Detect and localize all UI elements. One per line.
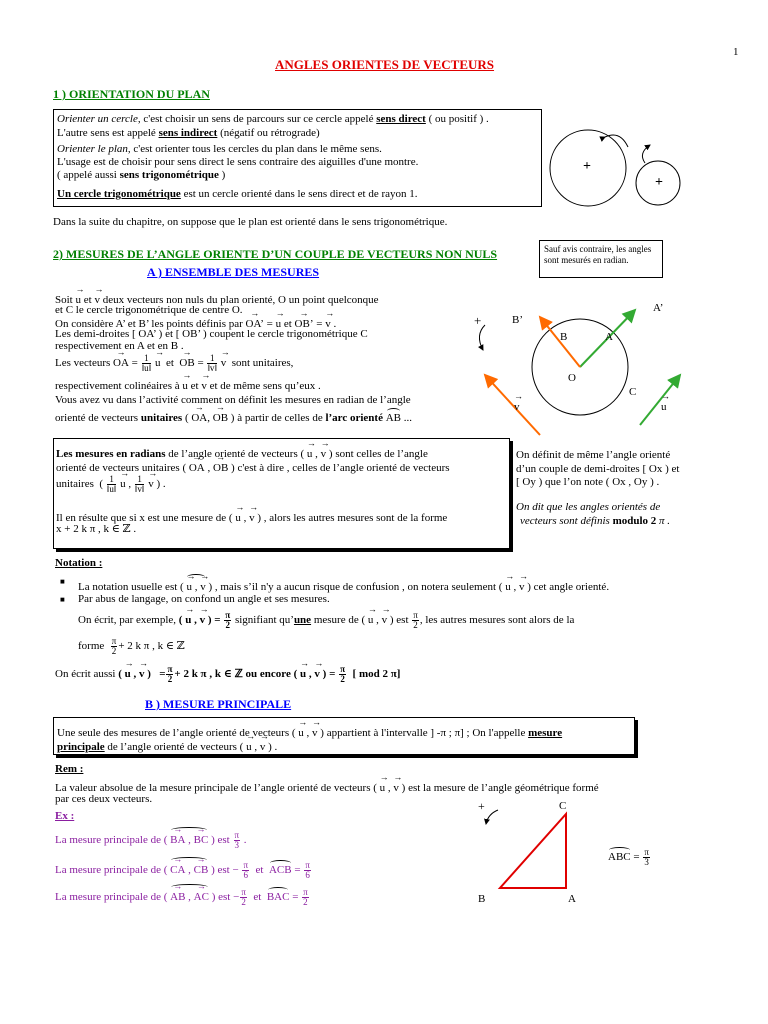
tri-label-B: B [478,893,486,905]
p-colineaires: respectivement colinéaires à → u et → v et de même sens qu’eux . [55,377,321,393]
boxA-line5: x + 2 k π , k ∈ ℤ . [56,523,137,535]
bullet-icon: ■ [60,595,65,604]
subsection-B-heading: B ) MESURE PRINCIPALE [145,697,292,711]
boxA-line4: Il en résulte que si x est une mesure de ( → u , → v ) , alors les autres mesures sont de la forme [56,509,447,525]
section1-heading: 1 ) ORIENTATION DU PLAN [53,87,210,101]
boxA-line2: orienté de vecteurs unitaires ( → OA , → OB ) c'est à dire , celles de l’angle orienté de vecteurs [56,459,450,475]
label-B: B [560,331,568,343]
sideA-line4: On dit que les angles orientés de [516,501,661,513]
mesures-box [53,438,510,549]
p-unitaires: Les vecteurs → OA = $\frac{1}{‖u‖}$ → u et → OB = $\frac{1}{‖v‖}$ → v sont unitaires, [55,354,293,373]
boxB-line2: principale de l’angle orienté de vecteurs ( → u , → v ) . [57,738,277,754]
tri-angle-ABC: ABC = $\frac{\pi}{3}$ [608,847,649,867]
box1-line3: Orienter le plan, c'est orienter tous les cercles du plan dans le même sens. [57,143,382,155]
sideA-line1: On définit de même l’angle orienté [516,449,671,461]
p-points: On considère A’ et B’ les points définis par → OA’ = → u et → OB’ = → v . [55,315,336,331]
sideA-line3: [ Oy ) que l’on note ( Ox , Oy ) . [516,476,660,488]
boxA-line1: Les mesures en radians de l’angle orienté de vecteurs ( → u , → v ) sont celles de l’angle [56,445,428,461]
triangle-direction-arrow [486,810,498,824]
p-demi-droites: Les demi-droites [ OA’ ) et [ OB’ ) coupent le cercle trigonométrique C [55,328,368,340]
boxA-line3: unitaires ( $\frac{1}{‖u‖}$ → u , $\frac{1}{‖v‖}$ → v ) . [56,475,166,494]
plus-sign-1: + [583,159,591,174]
p-respectivement: respectivement en A et en B . [55,340,184,352]
tri-plus: + [478,799,485,813]
p-cercle: et C le cercle trigonométrique de centre O. [55,304,243,316]
section2-heading: 2) MESURES DE L’ANGLE ORIENTE D’UN COUPLE DE VECTEURS NON NULS [53,247,498,261]
page-number: 1 [733,46,739,58]
notation-heading: Notation : [55,557,103,569]
section1-after: Dans la suite du chapitre, on suppose que le plan est orienté dans le sens trigonométrique. [53,216,448,228]
box1-line1: Orienter un cercle, c'est choisir un sens de parcours sur ce cercle appelé sens direct ( ou positif ) . [57,113,489,125]
ex-line3: La mesure principale de ( → AB , → AC ) est − $\frac{\pi}{2}$ et BAC = $\frac{\pi}{2}$ [55,885,310,907]
subsection-A-heading: A ) ENSEMBLE DES MESURES [147,265,320,279]
tri-label-C: C [559,800,567,812]
plus-sign-2: + [655,175,663,190]
arrow-small [642,145,650,163]
arrow-large [605,135,628,147]
orientation-circles-figure [540,115,700,210]
notation-bullet1: ■ La notation usuelle est ( → u , → v ) , mais s’il n'y a aucun risque de confusion , on notera seulement ( → u , → v ) cet angle orienté. [60,575,710,594]
bullet-icon: ■ [60,577,65,586]
ex-heading: Ex : [55,810,75,822]
notation-line5: On écrit aussi ( → u , → v ) = $\frac{\pi}{2}$ + 2 k π , k ∈ ℤ ou encore ( → u , → v ) = $\frac{\pi}{2}$ [ mod 2 π] [55,665,400,684]
label-A-prime: A’ [653,302,664,314]
fig2-plus: + [474,313,482,328]
label-B-prime: B’ [512,314,523,326]
rem-heading: Rem : [55,763,84,775]
rem-line2: par ces deux vecteurs. [55,793,153,805]
p-soit: Soit → u et → v deux vecteurs non nuls du plan orienté, O un point quelconque [55,291,379,307]
ex-line2: La mesure principale de ( → CA , → CB ) est − $\frac{\pi}{6}$ et ACB = $\frac{\pi}{6}$ [55,858,312,880]
ex-line1: La mesure principale de ( → BA , → BC ) est $\frac{\pi}{3}$ . [55,828,247,850]
triangle-ABC [500,814,566,888]
vector-v [485,375,540,435]
boxB-line1: Une seule des mesures de l’angle orienté de vecteurs ( → u , → v ) appartient à l'intervalle ] -π ; π] ; On l'appelle mesure [57,724,562,740]
label-v: → v [514,398,520,414]
label-u: → u [661,398,667,414]
notation-line3: On écrit, par exemple, ( → u , → v ) = $\frac{\pi}{2}$ signifiant qu’une mesure de ( → u , → v ) est $\frac{\pi}{2}$ , les autres mesures sont alors de la [78,611,574,630]
label-A: A [605,331,613,343]
box1-line6: Un cercle trigonométrique est un cercle orienté dans le sens direct et de rayon 1. [57,188,418,200]
notation-bullet2: ■ Par abus de langage, on confond un angle et ses mesures. [60,593,330,605]
sideA-line5: vecteurs sont définis modulo 2 π . [520,515,671,527]
orientation-box [53,109,542,207]
box1-line4: L'usage est de choisir pour sens direct le sens contraire des aiguilles d'une montre. [57,156,419,168]
principale-box [53,717,635,755]
rem-line1: La valeur absolue de la mesure principale de l’angle orienté de vecteurs ( → u , → v ) est la mesure de l’angle géométrique formé [55,779,599,795]
triangle-figure [470,800,580,895]
tri-label-A: A [568,893,576,905]
sideA-line2: d’un couple de demi-droites [ Ox ) et [516,463,680,475]
label-O: O [568,372,576,384]
box1-line5: ( appelé aussi sens trigonométrique ) [57,169,226,181]
notation-line4: forme $\frac{\pi}{2}$ + 2 k π , k ∈ ℤ [78,636,185,656]
note-box: Sauf avis contraire, les angles sont mesurés en radian. [539,240,663,278]
page-title: ANGLES ORIENTES DE VECTEURS [275,57,495,72]
label-C: C [629,386,637,398]
vector-u [640,375,680,425]
p-arc: orienté de vecteurs unitaires ( → OA, → OB ) à partir de celles de l’arc orienté AB ... [55,409,412,425]
box1-line2: L'autre sens est appelé sens indirect (négatif ou rétrograde) [57,127,320,139]
p-activite: Vous avez vu dans l’activité comment on définit les mesures en radian de l’angle [55,394,411,406]
unit-circle-figure [465,295,690,445]
direction-arrow [479,325,485,350]
